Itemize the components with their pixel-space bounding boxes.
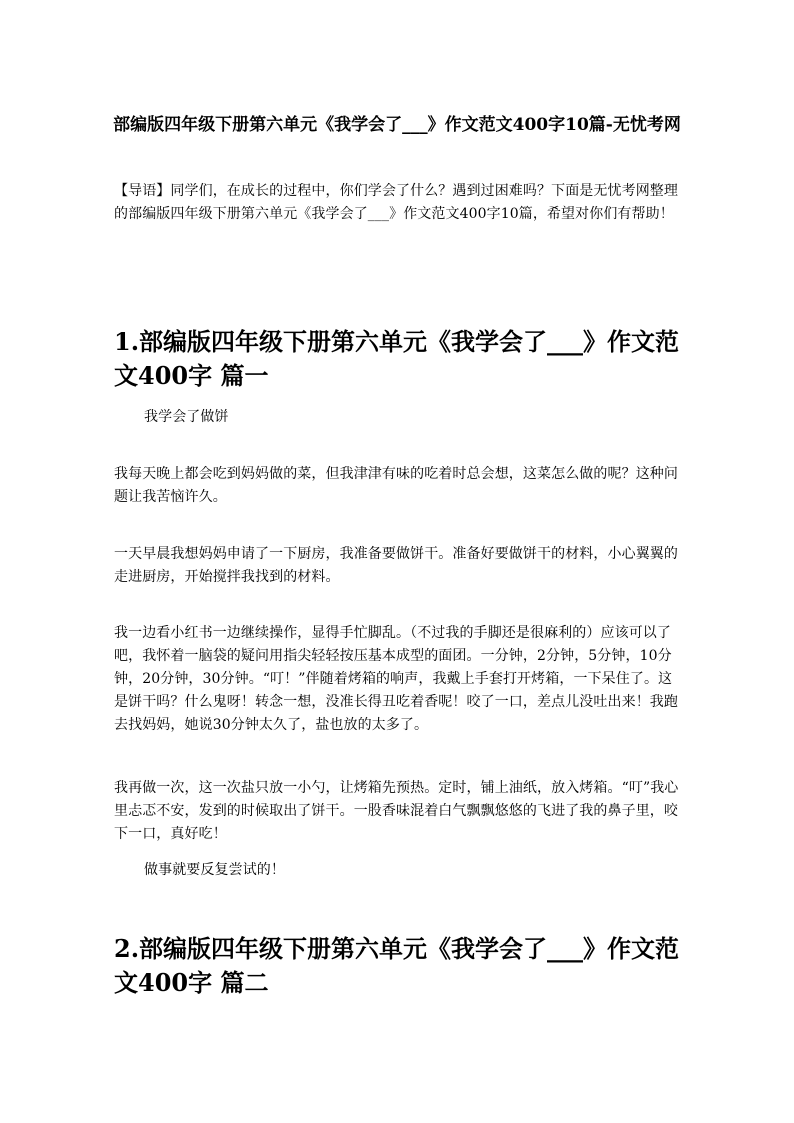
- essay-paragraph-4: 我再做一次，这一次盐只放一小勺，让烤箱先预热。定时，铺上油纸，放入烤箱。“叮”我心里忐忑不安，发到的时候取出了饼干。一股香味混着白气飘飘悠悠的飞进了我的鼻子里，咬下一口，真好吃！: [114, 780, 679, 842]
- essay-paragraph-3: 我一边看小红书一边继续操作，显得手忙脚乱。（不过我的手脚还是很麻利的）应该可以了吧，我怀着一脑袋的疑问用指尖轻轻按压基本成型的面团。一分钟，2分钟，5分钟，10分钟，20分钟，30分钟。“叮！”伴随着烤箱的响声，我戴上手套打开烤箱，一下呆住了。这是饼干吗？什么鬼呀！转念一想，没准长得丑吃着香呢！咬了一口，差点儿没吐出来！我跑去找妈妈，她说30分钟太久了，盐也放的太多了。: [114, 625, 678, 733]
- essay-paragraph-2: 一天早晨我想妈妈申请了一下厨房，我准备要做饼干。准备好要做饼干的材料，小心翼翼的走进厨房，开始搅拌我找到的材料。: [114, 546, 678, 585]
- essay-closing: 做事就要反复尝试的！: [144, 862, 285, 878]
- intro-paragraph: 【导语】同学们，在成长的过程中，你们学会了什么？遇到过困难吗？下面是无忧考网整理的部编版四年级下册第六单元《我学会了___》作文范文400字10篇，希望对你们有帮助！: [114, 183, 678, 222]
- essay-paragraph-1: 我每天晚上都会吃到妈妈做的菜，但我津津有味的吃着时总会想，这菜怎么做的呢？这种问题让我苦恼许久。: [114, 466, 678, 505]
- section-heading-2: 2.部编版四年级下册第六单元《我学会了___》作文范文400字 篇二: [114, 934, 680, 997]
- essay-title: 我学会了做饼: [144, 409, 229, 425]
- document-title: 部编版四年级下册第六单元《我学会了___》作文范文400字10篇-无忧考网: [113, 115, 681, 135]
- section-heading-1: 1.部编版四年级下册第六单元《我学会了___》作文范文400字 篇一: [114, 327, 680, 390]
